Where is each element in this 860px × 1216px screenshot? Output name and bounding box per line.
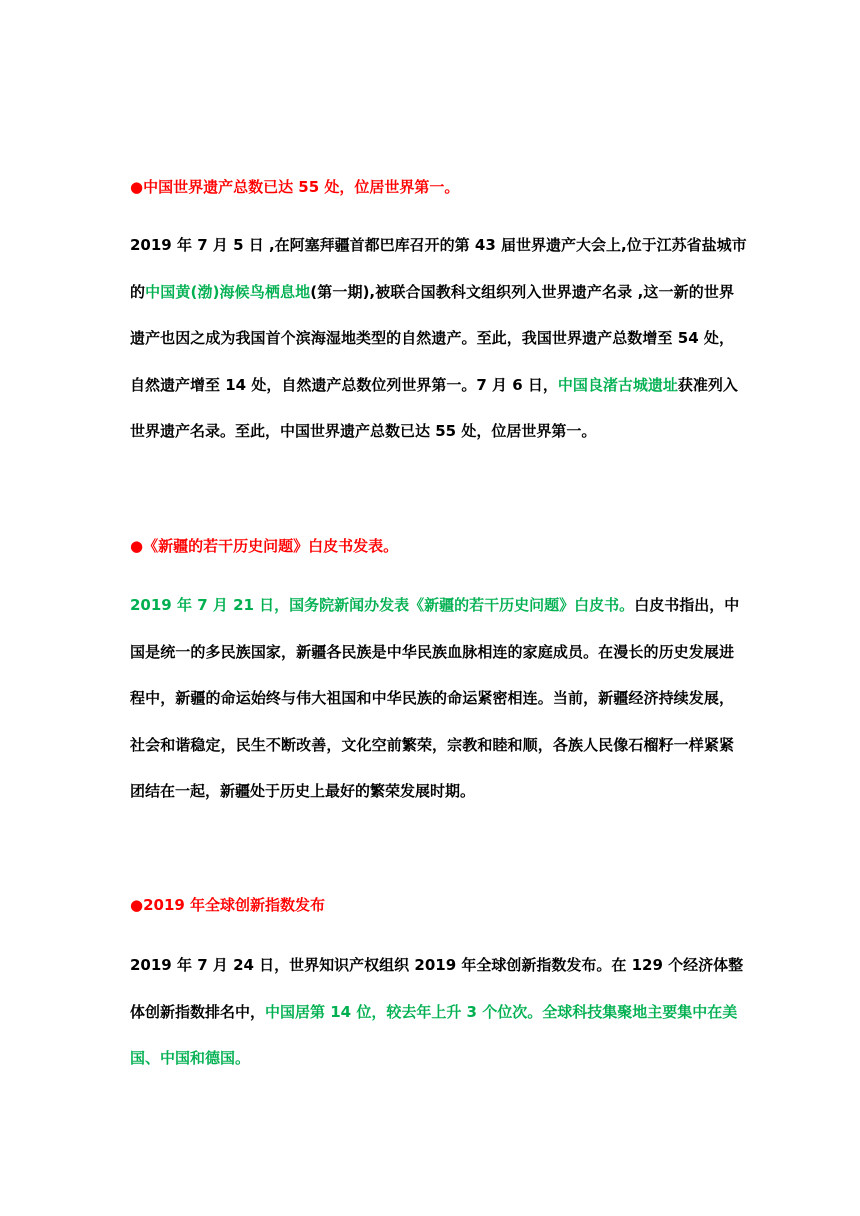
section-1-heading: ●中国世界遗产总数已达 55 处，位居世界第一。	[130, 178, 460, 196]
section-2-heading: ●《新疆的若干历史问题》白皮书发表。	[130, 537, 399, 555]
text-run: 白皮书指出，中	[634, 596, 740, 614]
highlighted-term: 中国黄(渤)海候鸟栖息地	[145, 282, 311, 301]
highlighted-term: 中国居第 14 位，较去年上升 3 个位次。全球科技集聚地主要集中在美	[265, 1002, 738, 1021]
paragraph-line: 遗产也因之成为我国首个滨海湿地类型的自然遗产。至此，我国世界遗产总数增至 54 处，	[130, 329, 734, 347]
section-3-heading: ●2019 年全球创新指数发布	[130, 896, 326, 914]
section-1-paragraph	[130, 235, 747, 468]
paragraph-line: 2019 年 7 月 24 日，世界知识产权组织 2019 年全球创新指数发布。在 129 个经济体整	[130, 956, 744, 974]
paragraph-line	[130, 1002, 738, 1049]
paragraph-line	[130, 595, 740, 642]
paragraph-line	[130, 282, 734, 329]
highlighted-term: 2019 年 7 月 21 日，国务院新闻办发表《新疆的若干历史问题》白皮书。	[130, 596, 635, 614]
paragraph-line: 社会和谐稳定，民生不断改善，文化空前繁荣，宗教和睦和顺，各族人民像石榴籽一样紧紧	[130, 735, 734, 754]
highlighted-term: 中国良渚古城遗址	[557, 375, 678, 394]
section-3-paragraph	[130, 955, 744, 1095]
paragraph-line: 团结在一起，新疆处于历史上最好的繁荣发展时期。	[130, 782, 476, 800]
text-run: 自然遗产增至 14 处，自然遗产总数位列世界第一。7 月 6 日，	[130, 375, 558, 394]
paragraph-line: 程中，新疆的命运始终与伟大祖国和中华民族的命运紧密相连。当前，新疆经济持续发展，	[130, 689, 734, 707]
paragraph-line	[130, 375, 738, 422]
paragraph-line: 2019 年 7 月 5 日 ,在阿塞拜疆首都巴库召开的第 43 届世界遗产大会上,位于江苏省盐城市	[130, 236, 747, 254]
paragraph-line: 国、中国和德国。	[130, 1049, 251, 1067]
text-run: 获准列入	[677, 375, 738, 394]
text-run: (第一期),被联合国教科文组织列入世界遗产名录 ,这一新的世界	[310, 282, 734, 301]
paragraph-line: 国是统一的多民族国家，新疆各民族是中华民族血脉相连的家庭成员。在漫长的历史发展进	[130, 642, 734, 661]
text-run: 体创新指数排名中，	[130, 1002, 266, 1021]
section-2-paragraph	[130, 595, 740, 828]
text-run: 的	[130, 282, 146, 301]
paragraph-line: 世界遗产名录。至此，中国世界遗产总数已达 55 处，位居世界第一。	[130, 422, 597, 440]
